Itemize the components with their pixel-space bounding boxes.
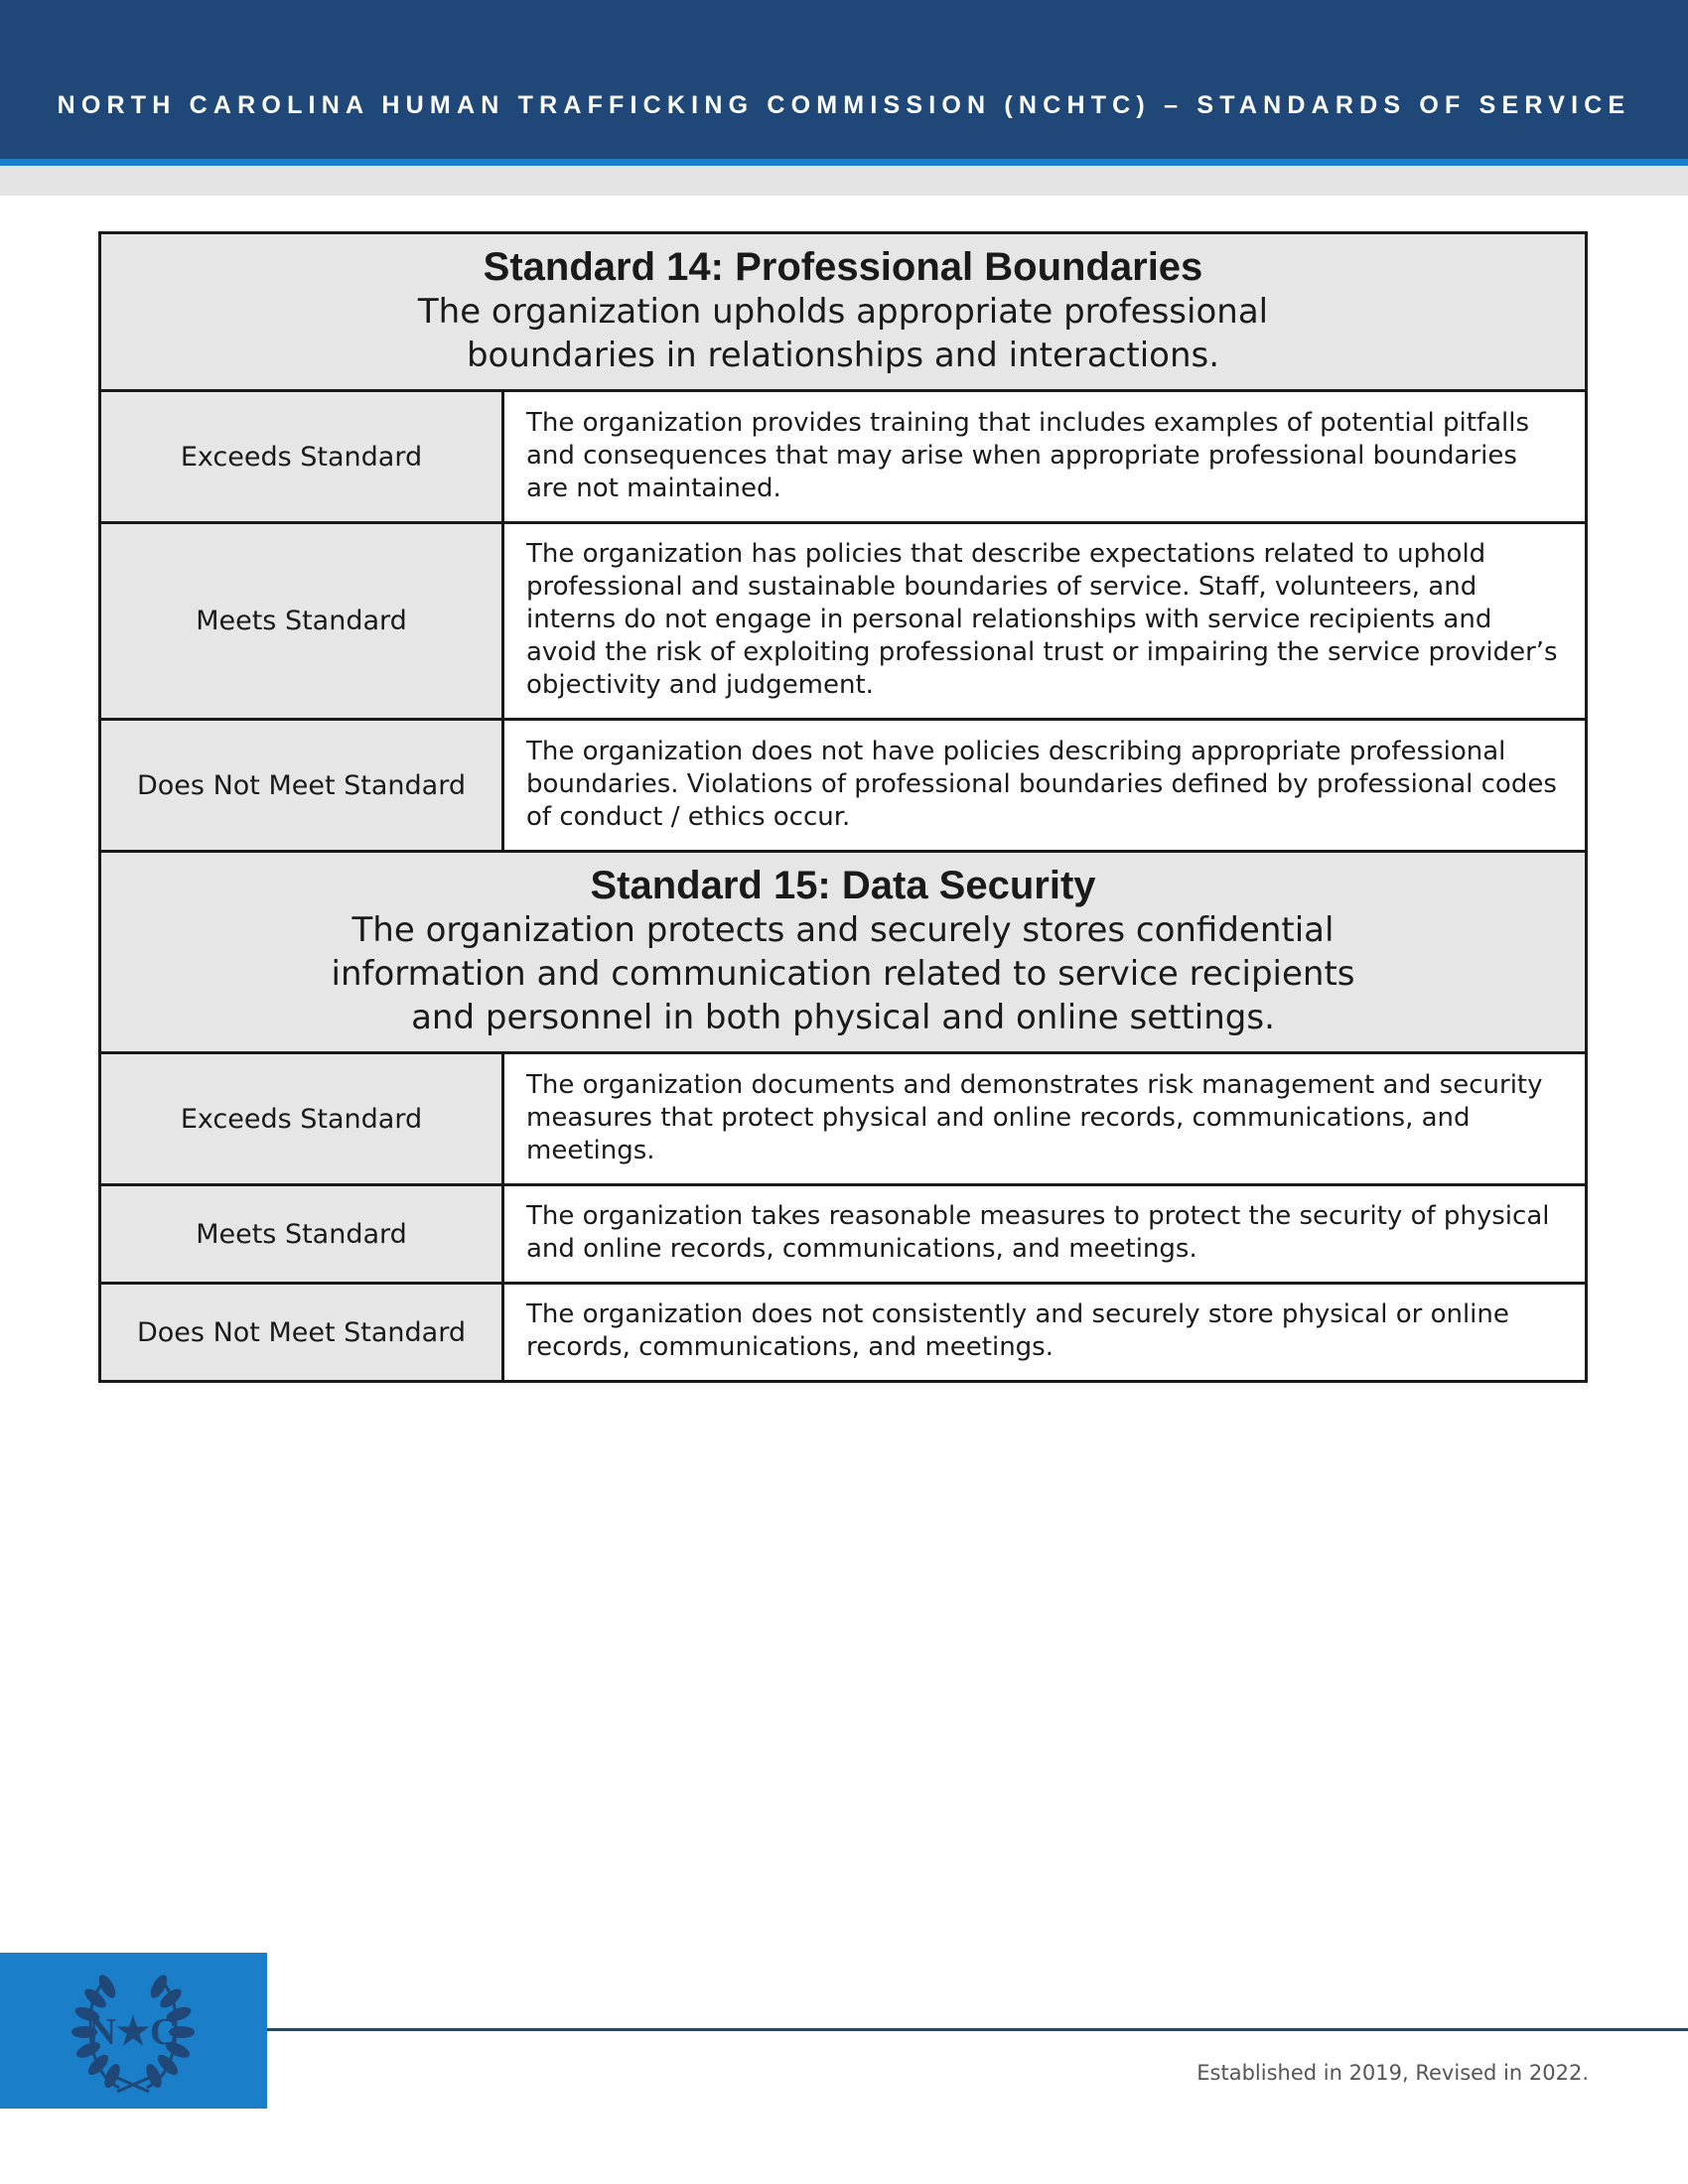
standard-15-subtitle-line-3: and personnel in both physical and online settings. bbox=[411, 998, 1275, 1037]
standard-14-subtitle-line-2: boundaries in relationships and interactions. bbox=[466, 336, 1220, 375]
table-row bbox=[100, 391, 1587, 523]
footer-established-text: Established in 2019, Revised in 2022. bbox=[1196, 2061, 1589, 2085]
standard-14-does-not-meet-description: The organization does not have policies describing appropriate professional boundaries. Violations of professional boundaries defined by professional codes of conduct / ethics occur. bbox=[503, 720, 1587, 852]
standard-15-does-not-meet-description: The organization does not consistently and securely store physical or online records, communications, and meetings. bbox=[503, 1284, 1587, 1382]
table-row bbox=[100, 523, 1587, 720]
nchtc-logo bbox=[0, 1953, 267, 2109]
standard-14-meets-label: Meets Standard bbox=[100, 523, 503, 720]
standard-14-meets-description: The organization has policies that describe expectations related to uphold professional and sustainable boundaries of service. Staff, volunteers, and interns do not engage in personal relationships with service recipients and avoid the risk of exploiting professional trust or impairing the service provider’s objectivity and judgement. bbox=[503, 523, 1587, 720]
standard-15-exceeds-description: The organization documents and demonstrates risk management and security measures that protect physical and online records, communications, and meetings. bbox=[503, 1053, 1587, 1185]
standard-15-subtitle-line-2: information and communication related to service recipients bbox=[331, 954, 1355, 994]
standard-15-header bbox=[100, 852, 1587, 1053]
header-gray-band bbox=[0, 166, 1688, 196]
standard-15-does-not-meet-label: Does Not Meet Standard bbox=[100, 1284, 503, 1382]
header-accent-stripe bbox=[0, 159, 1688, 166]
laurel-wreath-icon bbox=[0, 1953, 267, 2109]
table-row bbox=[100, 720, 1587, 852]
standard-14-header bbox=[100, 233, 1587, 391]
table-row bbox=[100, 1053, 1587, 1185]
standards-table bbox=[98, 231, 1588, 1383]
logo-initials: N★C bbox=[88, 2011, 178, 2053]
standard-15-exceeds-label: Exceeds Standard bbox=[100, 1053, 503, 1185]
standard-15-header-row bbox=[100, 852, 1587, 1053]
standard-14-exceeds-label: Exceeds Standard bbox=[100, 391, 503, 523]
standard-14-subtitle-line-1: The organization upholds appropriate professional bbox=[417, 292, 1269, 332]
standard-15-meets-description: The organization takes reasonable measures to protect the security of physical and online records, communications, and meetings. bbox=[503, 1185, 1587, 1284]
page-header bbox=[0, 0, 1688, 159]
standard-15-subtitle-line-1: The organization protects and securely stores confidential bbox=[352, 910, 1335, 950]
standard-15-title: Standard 15: Data Security bbox=[590, 864, 1096, 907]
standard-14-does-not-meet-label: Does Not Meet Standard bbox=[100, 720, 503, 852]
standard-15-meets-label: Meets Standard bbox=[100, 1185, 503, 1284]
standard-14-exceeds-description: The organization provides training that includes examples of potential pitfalls and consequences that may arise when appropriate professional boundaries are not maintained. bbox=[503, 391, 1587, 523]
standard-14-title: Standard 14: Professional Boundaries bbox=[483, 245, 1203, 289]
footer-rule bbox=[267, 2028, 1688, 2031]
header-title: NORTH CAROLINA HUMAN TRAFFICKING COMMISSION (NCHTC) – STANDARDS OF SERVICE bbox=[57, 91, 1631, 119]
table-row bbox=[100, 1284, 1587, 1382]
standard-14-header-row bbox=[100, 233, 1587, 391]
table-row bbox=[100, 1185, 1587, 1284]
